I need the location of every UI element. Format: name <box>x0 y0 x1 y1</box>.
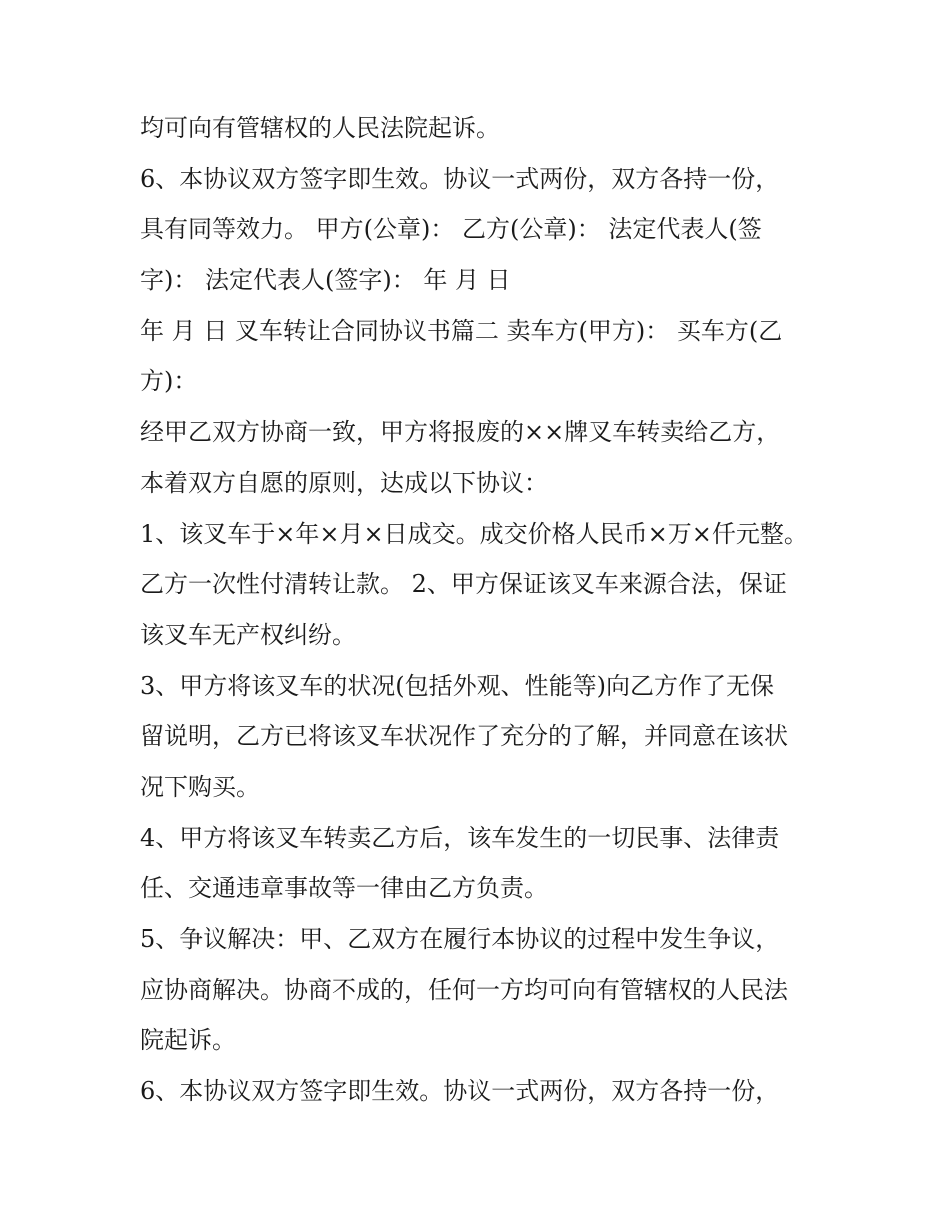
text-line: 应协商解决。协商不成的，任何一方均可向有管辖权的人民法 <box>140 975 788 1004</box>
document-body <box>140 103 820 1117</box>
text-line: 均可向有管辖权的人民法院起诉。 <box>140 114 500 142</box>
text-line: 况下购买。 <box>140 772 260 801</box>
text-line: 任、交通违章事故等一律由乙方负责。 <box>140 874 548 903</box>
text-line: 乙方一次性付清转让款。 2、甲方保证该叉车来源合法，保证 <box>140 570 787 599</box>
text-line: 院起诉。 <box>140 1026 236 1055</box>
text-line: 本着双方自愿的原则，达成以下协议： <box>140 468 548 497</box>
text-line: 6、本协议双方签字即生效。协议一式两份，双方各持一份， <box>140 1077 780 1106</box>
text-line: 字)： 法定代表人(签字)： 年 月 日 <box>140 266 511 295</box>
text-line: 方)： <box>140 367 198 396</box>
text-line: 3、甲方将该叉车的状况(包括外观、性能等)向乙方作了无保 <box>140 671 774 700</box>
text-line: 经甲乙双方协商一致，甲方将报废的××牌叉车转卖给乙方， <box>140 418 781 447</box>
text-line: 6、本协议双方签字即生效。协议一式两份，双方各持一份， <box>140 164 780 193</box>
text-line: 4、甲方将该叉车转卖乙方后，该车发生的一切民事、法律责 <box>140 823 780 852</box>
text-line: 5、争议解决：甲、乙双方在履行本协议的过程中发生争议， <box>140 925 780 953</box>
text-line: 1、该叉车于×年×月×日成交。成交价格人民币×万×仟元整。 <box>140 519 808 548</box>
text-line: 该叉车无产权纠纷。 <box>140 620 356 649</box>
text-line: 年 月 日 叉车转让合同协议书篇二 卖车方(甲方)： 买车方(乙 <box>140 316 783 345</box>
text-line: 具有同等效力。 甲方(公章)： 乙方(公章)： 法定代表人(签 <box>140 215 762 244</box>
text-line: 留说明，乙方已将该叉车状况作了充分的了解，并同意在该状 <box>140 722 788 751</box>
